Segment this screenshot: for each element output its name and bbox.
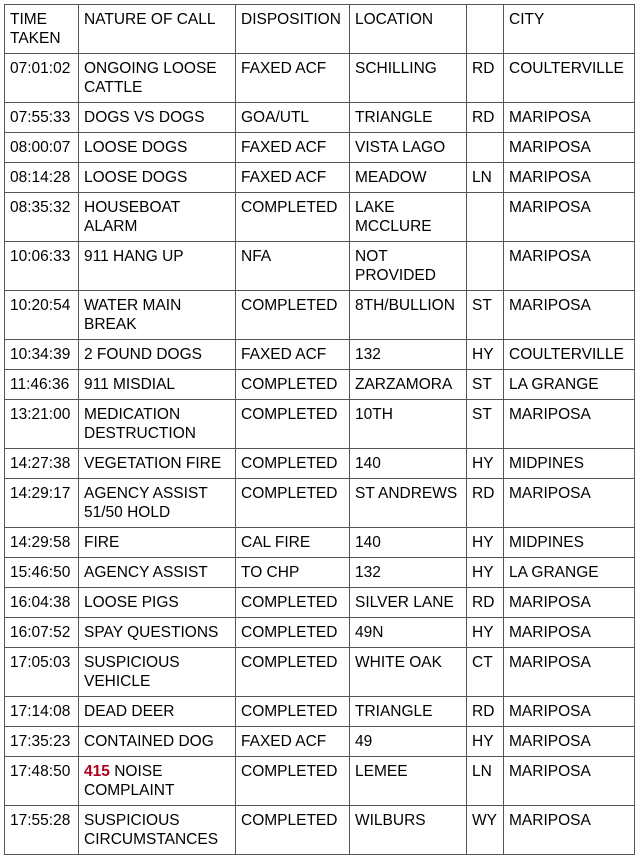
cell-nature-of-call	[79, 449, 236, 479]
cell-nature-of-call	[79, 558, 236, 588]
cell-nature-of-call	[79, 370, 236, 400]
nature-text: DOGS VS DOGS	[84, 109, 205, 126]
cell-time-taken: 08:35:32	[5, 193, 79, 242]
header-row	[5, 5, 635, 54]
cell-city: MARIPOSA	[504, 133, 635, 163]
cell-disposition: FAXED ACF	[236, 133, 350, 163]
table-row	[5, 370, 635, 400]
cell-time-taken: 17:14:08	[5, 697, 79, 727]
cell-street-suffix: ST	[467, 291, 504, 340]
nature-text: FIRE	[84, 534, 120, 551]
cell-disposition: TO CHP	[236, 558, 350, 588]
cell-nature-of-call	[79, 400, 236, 449]
cell-location: ST ANDREWS	[350, 479, 467, 528]
cell-location: LEMEE	[350, 757, 467, 806]
cell-disposition: FAXED ACF	[236, 163, 350, 193]
header-street-suffix	[467, 5, 504, 54]
nature-text: WATER MAIN BREAK	[84, 297, 182, 333]
nature-text: 2 FOUND DOGS	[84, 346, 202, 363]
call-log-table	[4, 4, 635, 855]
nature-text: SUSPICIOUS CIRCUMSTANCES	[84, 812, 219, 848]
cell-nature-of-call	[79, 697, 236, 727]
cell-city: MARIPOSA	[504, 193, 635, 242]
cell-street-suffix: HY	[467, 558, 504, 588]
table-row	[5, 193, 635, 242]
nature-text: SPAY QUESTIONS	[84, 624, 219, 641]
cell-location: TRIANGLE	[350, 103, 467, 133]
nature-text: LOOSE DOGS	[84, 139, 188, 156]
cell-nature-of-call	[79, 193, 236, 242]
cell-disposition: COMPLETED	[236, 618, 350, 648]
cell-time-taken: 16:07:52	[5, 618, 79, 648]
cell-street-suffix: HY	[467, 727, 504, 757]
cell-location: VISTA LAGO	[350, 133, 467, 163]
cell-city: LA GRANGE	[504, 558, 635, 588]
cell-disposition: FAXED ACF	[236, 54, 350, 103]
cell-city: MARIPOSA	[504, 163, 635, 193]
cell-time-taken: 14:29:17	[5, 479, 79, 528]
cell-nature-of-call	[79, 618, 236, 648]
header-time-taken: TIME TAKEN	[5, 5, 79, 54]
cell-location: 49N	[350, 618, 467, 648]
cell-disposition: FAXED ACF	[236, 340, 350, 370]
cell-street-suffix: RD	[467, 479, 504, 528]
table-row	[5, 400, 635, 449]
cell-city: COULTERVILLE	[504, 340, 635, 370]
nature-text: ONGOING LOOSE CATTLE	[84, 60, 217, 96]
nature-text: DEAD DEER	[84, 703, 175, 720]
cell-street-suffix: RD	[467, 103, 504, 133]
cell-time-taken: 17:05:03	[5, 648, 79, 697]
cell-city: MARIPOSA	[504, 757, 635, 806]
cell-disposition: NFA	[236, 242, 350, 291]
cell-street-suffix: RD	[467, 588, 504, 618]
table-row	[5, 449, 635, 479]
cell-time-taken: 15:46:50	[5, 558, 79, 588]
table-row	[5, 163, 635, 193]
cell-disposition: COMPLETED	[236, 449, 350, 479]
nature-text: LOOSE PIGS	[84, 594, 179, 611]
cell-city: MARIPOSA	[504, 588, 635, 618]
cell-street-suffix: RD	[467, 54, 504, 103]
table-row	[5, 697, 635, 727]
cell-city: LA GRANGE	[504, 370, 635, 400]
cell-street-suffix: HY	[467, 618, 504, 648]
nature-text: SUSPICIOUS VEHICLE	[84, 654, 180, 690]
cell-time-taken: 08:00:07	[5, 133, 79, 163]
cell-disposition: COMPLETED	[236, 648, 350, 697]
cell-street-suffix: LN	[467, 757, 504, 806]
cell-disposition: COMPLETED	[236, 193, 350, 242]
cell-nature-of-call	[79, 479, 236, 528]
cell-city: MARIPOSA	[504, 648, 635, 697]
cell-location: 140	[350, 528, 467, 558]
cell-city: MARIPOSA	[504, 400, 635, 449]
cell-location: 10TH	[350, 400, 467, 449]
header-disposition: DISPOSITION	[236, 5, 350, 54]
cell-location: 132	[350, 340, 467, 370]
header-location: LOCATION	[350, 5, 467, 54]
cell-nature-of-call	[79, 103, 236, 133]
cell-time-taken: 17:35:23	[5, 727, 79, 757]
table-row	[5, 291, 635, 340]
cell-disposition: COMPLETED	[236, 588, 350, 618]
cell-location: 132	[350, 558, 467, 588]
cell-location: LAKE MCCLURE	[350, 193, 467, 242]
cell-time-taken: 17:48:50	[5, 757, 79, 806]
cell-disposition: COMPLETED	[236, 479, 350, 528]
cell-time-taken: 10:20:54	[5, 291, 79, 340]
nature-text: CONTAINED DOG	[84, 733, 214, 750]
cell-location: WILBURS	[350, 806, 467, 855]
cell-disposition: COMPLETED	[236, 291, 350, 340]
cell-disposition: COMPLETED	[236, 757, 350, 806]
cell-time-taken: 07:55:33	[5, 103, 79, 133]
cell-time-taken: 11:46:36	[5, 370, 79, 400]
cell-time-taken: 10:34:39	[5, 340, 79, 370]
cell-nature-of-call	[79, 133, 236, 163]
table-row	[5, 618, 635, 648]
cell-nature-of-call	[79, 806, 236, 855]
nature-code-prefix: 415	[84, 763, 110, 780]
cell-time-taken: 10:06:33	[5, 242, 79, 291]
cell-location: NOT PROVIDED	[350, 242, 467, 291]
table-row	[5, 54, 635, 103]
table-row	[5, 340, 635, 370]
cell-street-suffix: CT	[467, 648, 504, 697]
cell-location: WHITE OAK	[350, 648, 467, 697]
nature-text: LOOSE DOGS	[84, 169, 188, 186]
cell-city: MARIPOSA	[504, 806, 635, 855]
cell-nature-of-call	[79, 54, 236, 103]
cell-street-suffix: RD	[467, 697, 504, 727]
cell-nature-of-call	[79, 528, 236, 558]
cell-location: MEADOW	[350, 163, 467, 193]
table-row	[5, 558, 635, 588]
cell-city: MARIPOSA	[504, 727, 635, 757]
table-row	[5, 648, 635, 697]
table-row	[5, 242, 635, 291]
cell-disposition: CAL FIRE	[236, 528, 350, 558]
table-row	[5, 727, 635, 757]
cell-nature-of-call	[79, 242, 236, 291]
cell-time-taken: 07:01:02	[5, 54, 79, 103]
table-row	[5, 133, 635, 163]
cell-disposition: COMPLETED	[236, 370, 350, 400]
header-nature-of-call: NATURE OF CALL	[79, 5, 236, 54]
cell-location: SCHILLING	[350, 54, 467, 103]
cell-city: MARIPOSA	[504, 697, 635, 727]
cell-city: MARIPOSA	[504, 291, 635, 340]
cell-location: 49	[350, 727, 467, 757]
cell-street-suffix: LN	[467, 163, 504, 193]
cell-time-taken: 14:29:58	[5, 528, 79, 558]
nature-text: AGENCY ASSIST	[84, 564, 208, 581]
cell-location: 8TH/BULLION	[350, 291, 467, 340]
table-row	[5, 588, 635, 618]
cell-city: MARIPOSA	[504, 479, 635, 528]
cell-street-suffix: ST	[467, 370, 504, 400]
cell-street-suffix: HY	[467, 449, 504, 479]
cell-street-suffix	[467, 242, 504, 291]
cell-city: MIDPINES	[504, 449, 635, 479]
table-row	[5, 757, 635, 806]
cell-disposition: COMPLETED	[236, 400, 350, 449]
cell-location: ZARZAMORA	[350, 370, 467, 400]
cell-disposition: COMPLETED	[236, 697, 350, 727]
cell-street-suffix: WY	[467, 806, 504, 855]
cell-nature-of-call	[79, 727, 236, 757]
nature-text: 911 HANG UP	[84, 248, 184, 265]
nature-text: MEDICATION DESTRUCTION	[84, 406, 196, 442]
cell-nature-of-call	[79, 291, 236, 340]
table-row	[5, 528, 635, 558]
nature-text: 911 MISDIAL	[84, 376, 176, 393]
nature-text: HOUSEBOAT ALARM	[84, 199, 180, 235]
table-row	[5, 103, 635, 133]
cell-street-suffix: HY	[467, 528, 504, 558]
cell-location: SILVER LANE	[350, 588, 467, 618]
cell-city: COULTERVILLE	[504, 54, 635, 103]
cell-city: MARIPOSA	[504, 103, 635, 133]
nature-text: AGENCY ASSIST 51/50 HOLD	[84, 485, 208, 521]
cell-nature-of-call	[79, 648, 236, 697]
cell-time-taken: 16:04:38	[5, 588, 79, 618]
cell-location: TRIANGLE	[350, 697, 467, 727]
header-city: CITY	[504, 5, 635, 54]
cell-street-suffix: ST	[467, 400, 504, 449]
cell-city: MIDPINES	[504, 528, 635, 558]
table-row	[5, 806, 635, 855]
call-log-body	[5, 5, 635, 855]
cell-location: 140	[350, 449, 467, 479]
cell-nature-of-call	[79, 757, 236, 806]
cell-nature-of-call	[79, 340, 236, 370]
cell-time-taken: 13:21:00	[5, 400, 79, 449]
nature-text: VEGETATION FIRE	[84, 455, 222, 472]
cell-city: MARIPOSA	[504, 242, 635, 291]
cell-time-taken: 14:27:38	[5, 449, 79, 479]
cell-disposition: GOA/UTL	[236, 103, 350, 133]
nature-text: NOISE COMPLAINT	[84, 763, 175, 799]
cell-street-suffix	[467, 133, 504, 163]
cell-nature-of-call	[79, 588, 236, 618]
cell-street-suffix	[467, 193, 504, 242]
cell-disposition: COMPLETED	[236, 806, 350, 855]
cell-time-taken: 17:55:28	[5, 806, 79, 855]
cell-disposition: FAXED ACF	[236, 727, 350, 757]
cell-street-suffix: HY	[467, 340, 504, 370]
table-row	[5, 479, 635, 528]
cell-time-taken: 08:14:28	[5, 163, 79, 193]
cell-city: MARIPOSA	[504, 618, 635, 648]
cell-nature-of-call	[79, 163, 236, 193]
